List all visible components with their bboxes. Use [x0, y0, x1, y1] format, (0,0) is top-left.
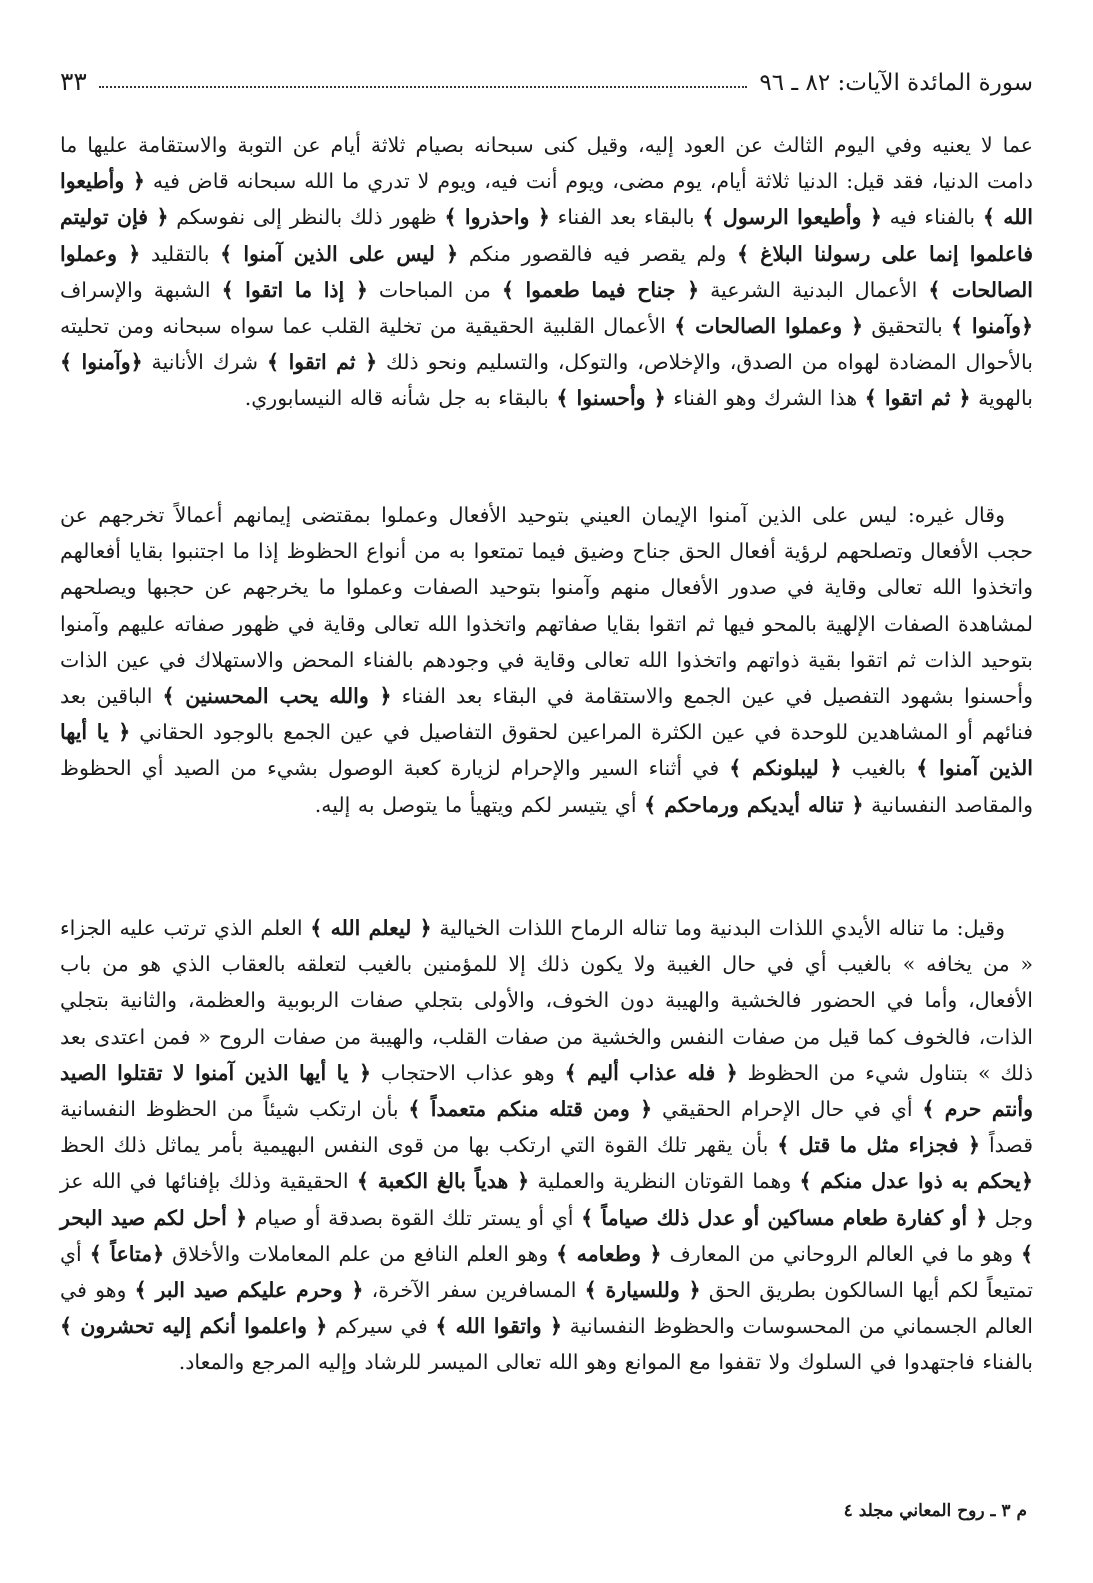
commentary-text: بالهوية — [970, 386, 1033, 411]
quran-verse: ﴿ وعملوا الصالحات ﴾ — [674, 314, 864, 339]
commentary-text: أي أو يستر تلك القوة بصدقة أو صيام — [247, 1205, 582, 1230]
quran-verse: ﴿ ثم اتقوا ﴾ — [267, 350, 378, 375]
running-header — [60, 56, 1033, 96]
commentary-text: في أثناء السير والإحرام لزيارة كعبة الوصول بشيء من الصيد أي الحظوظ والمقاصد النفسانية — [60, 756, 1033, 817]
quran-verse: ﴿يحكم به ذوا عدل منكم ﴾ — [799, 1169, 1033, 1194]
text-block-3 — [60, 910, 1033, 1381]
text-block-2 — [60, 497, 1033, 823]
commentary-text: وهو العلم النافع من علم المعاملات والأخلاق — [164, 1241, 557, 1266]
quran-verse: ﴿ وللسيارة ﴾ — [584, 1278, 701, 1303]
commentary-text: بالفناء فيه — [881, 205, 983, 230]
commentary-text: بالبقاء به جل شأنه قاله النيسابوري. — [244, 386, 557, 411]
quran-verse: ﴿ وأطيعوا الرسول ﴾ — [702, 205, 882, 230]
commentary-text: وقال غيره: ليس على الذين آمنوا الإيمان العيني بتوحيد الأفعال وعملوا بمقتضى إيمانهم أعمالاً تخرجهم عن حجب الأفعال وتصلحهم لرؤية أفعال الحق جناح وضيق فيما تمتعوا به من أنواع الحظوظ إذا ما اجتنبوا بقايا أفعالهم واتخذوا الله تعالى وقاية في صدور الأفعال منهم وآمنوا بتوحيد الصفات وعملوا ما يخرجهم عن حجبها ويصلحهم لمشاهدة الصفات الإلهية بالمحو فيها ثم اتقوا بقايا صفاتهم واتخذوا الله تعالى وقاية في ظهور صفاته عليهم وآمنوا بتوحيد الذات ثم اتقوا بقية ذواتهم واتخذوا الله تعالى وقاية في وجودهم بالفناء المحض والاستهلاك في عين الذات وأحسنوا بشهود التفصيل في عين الجمع والاستقامة في البقاء بعد الفناء — [60, 503, 1033, 709]
commentary-text: وهما القوتان النظرية والعملية — [529, 1169, 800, 1194]
quran-verse: ﴿ فإن توليتم فاعلموا إنما على رسولنا البلاغ ﴾ — [60, 205, 1033, 266]
quran-verse: ﴿ تناله أيديكم ورماحكم ﴾ — [644, 792, 864, 817]
commentary-text: بأن ارتكب شيئاً من الحظوظ النفسانية قصداً — [60, 1097, 1033, 1158]
commentary-text: المسافرين سفر الآخرة، — [363, 1278, 585, 1303]
commentary-text: العلم الذي ترتب عليه الجزاء « من يخافه » بالغيب أي في حال الغيبة ولا يكون ذلك إلا للمؤمنين بالغيب لتعلقه بالعقاب الذي هو من باب الأفعال، وأما في الحضور فالخشية والهيبة دون الخوف، والأولى بتجلي صفات الربوبية والعظمة، والثانية بتجلي الذات، فالخوف كما قيل من صفات النفس والخشية من صفات القلب، والهيبة من صفات الروح « فمن اعتدى بعد ذلك » بتناول شيء من الحظوظ — [60, 916, 1033, 1085]
quran-verse: ﴿ فله عذاب أليم ﴾ — [564, 1060, 738, 1085]
commentary-text: بالبقاء بعد الفناء — [549, 205, 703, 230]
commentary-text: وهو ما في العالم الروحاني من المعارف — [661, 1241, 1021, 1266]
commentary-text: بالتقليد — [140, 241, 221, 266]
quran-verse: ﴿ ليبلونكم ﴾ — [729, 756, 842, 781]
commentary-text: من المباحات — [367, 277, 502, 302]
commentary-text: أي يتيسر لكم ويتهيأ ما يتوصل به إليه. — [314, 792, 645, 817]
commentary-text: وهو عذاب الاحتجاب — [371, 1060, 565, 1085]
quran-verse: ﴿وآمنوا ﴾ — [950, 314, 1033, 339]
sura-title: سورة المائدة الآيات: ٨٢ ـ ٩٦ — [759, 70, 1033, 96]
paragraph-3 — [60, 910, 1033, 1381]
commentary-text: الشبهة والإسراف — [60, 277, 222, 302]
quran-verse: ﴿ واعلموا أنكم إليه تحشرون ﴾ — [60, 1314, 328, 1339]
commentary-text: وقيل: ما تناله الأيدي اللذات البدنية وما تناله الرماح اللذات الخيالية — [431, 916, 1005, 940]
quran-verse: ﴿ وعملوا الصالحات ﴾ — [60, 241, 1033, 302]
quran-verse: ﴿ واحذروا ﴾ — [444, 205, 550, 230]
page-number: ٣٣ — [60, 67, 87, 96]
commentary-text: وهو في العالم الجسماني من المحسوسات والحظوظ النفسانية — [60, 1278, 1034, 1339]
quran-verse: ﴿ واتقوا الله ﴾ — [435, 1314, 562, 1339]
quran-verse: ﴿وآمنوا ﴾ — [60, 350, 143, 375]
quran-verse: ﴿ أو كفارة طعام مساكين أو عدل ذلك صياماً ﴾ — [581, 1205, 988, 1230]
commentary-text: بالفناء فاجتهدوا في السلوك ولا تقفوا مع الموانع وهو الله تعالى الميسر للرشاد وإليه المرجع والمعاد. — [178, 1350, 1033, 1375]
commentary-text: هذا الشرك وهو الفناء — [665, 386, 865, 411]
commentary-text: الأعمال القلبية الحقيقية من تخلية القلب عما سواه سبحانه ومن تحليته بالأحوال المضادة لهواه من الصدق، والإخلاص، والتوكل، والتسليم ونحو ذلك — [60, 314, 1033, 375]
quran-verse: ﴿ إذا ما اتقوا ﴾ — [221, 277, 368, 302]
quran-verse: ﴿ ليعلم الله ﴾ — [310, 916, 432, 940]
commentary-text: شرك الأنانية — [142, 350, 268, 375]
quran-verse: ﴿ يا أيها الذين آمنوا لا تقتلوا الصيد وأنتم حرم ﴾ — [60, 1060, 1034, 1122]
quran-verse: ﴿ وحرم عليكم صيد البر ﴾ — [134, 1278, 364, 1303]
commentary-text: بالتحقيق — [863, 314, 951, 339]
commentary-text: الحقيقية وذلك بإفنائها في الله عز وجل — [60, 1169, 1033, 1230]
quran-verse: ﴿ هدياً بالغ الكعبة ﴾ — [356, 1169, 530, 1194]
commentary-text: الباقين بعد فنائهم أو المشاهدين للوحدة في عين الكثرة المراعين لحقوق التفاصيل في عين الجمع بالوجود الحقاني — [60, 684, 1033, 745]
dot-leader — [99, 85, 748, 88]
commentary-text: بالغيب — [841, 756, 917, 781]
commentary-text: أي تمتيعاً لكم أيها السالكون بطريق الحق — [60, 1241, 1033, 1303]
quran-verse: ﴿ جناح فيما طعموا ﴾ — [501, 277, 700, 302]
commentary-text: عما لا يعنيه وفي اليوم الثالث عن العود إليه، وقيل كنى سبحانه بصيام ثلاثة أيام عن التوبة والاستقامة عليها ما دامت الدنيا، فقد قيل: الدنيا ثلاثة أيام، يوم مضى، ويوم أنت فيه، ويوم لا تدري ما الله سبحانه قاض فيه — [60, 133, 1033, 194]
quran-verse: ﴿متاعاً ﴾ — [89, 1241, 165, 1266]
quran-verse: ﴿ ليس على الذين آمنوا ﴾ — [220, 241, 459, 266]
quran-verse: ﴿ وأحسنوا ﴾ — [556, 386, 666, 411]
quran-verse: ﴿ وأطيعوا الله ﴾ — [60, 169, 1034, 230]
quran-verse: ﴿ ثم اتقوا ﴾ — [864, 386, 971, 411]
quran-verse: ﴿ يا أيها الذين آمنوا ﴾ — [60, 720, 1033, 781]
quran-verse: ﴿ ومن قتله منكم متعمداً ﴾ — [408, 1097, 653, 1122]
paragraph-2 — [60, 497, 1033, 823]
commentary-text: ولم يقصر فيه فالقصور منكم — [458, 241, 737, 266]
text-block-1 — [60, 127, 1033, 417]
commentary-text: ظهور ذلك بالنظر إلى نفوسكم — [168, 205, 445, 230]
quran-verse: ﴿ والله يحب المحسنين ﴾ — [162, 684, 392, 709]
commentary-text: في سيركم — [327, 1314, 436, 1339]
commentary-text: بأن يقهر تلك القوة التي ارتكب بها من قوى النفس البهيمية بأمر يماثل ذلك الحظ — [60, 1133, 778, 1158]
commentary-text: أي في حال الإحرام الحقيقي — [652, 1097, 923, 1122]
paragraph-1 — [60, 127, 1033, 417]
footer-signature: م ٣ ـ روح المعاني مجلد ٤ — [843, 1501, 1027, 1521]
commentary-text: الأعمال البدنية الشرعية — [699, 277, 929, 302]
quran-verse: ﴿ أحل لكم صيد البحر ﴾ — [60, 1205, 1034, 1266]
quran-verse: ﴿ فجزاء مثل ما قتل ﴾ — [777, 1133, 981, 1158]
quran-verse: ﴿ وطعامه ﴾ — [556, 1241, 662, 1266]
